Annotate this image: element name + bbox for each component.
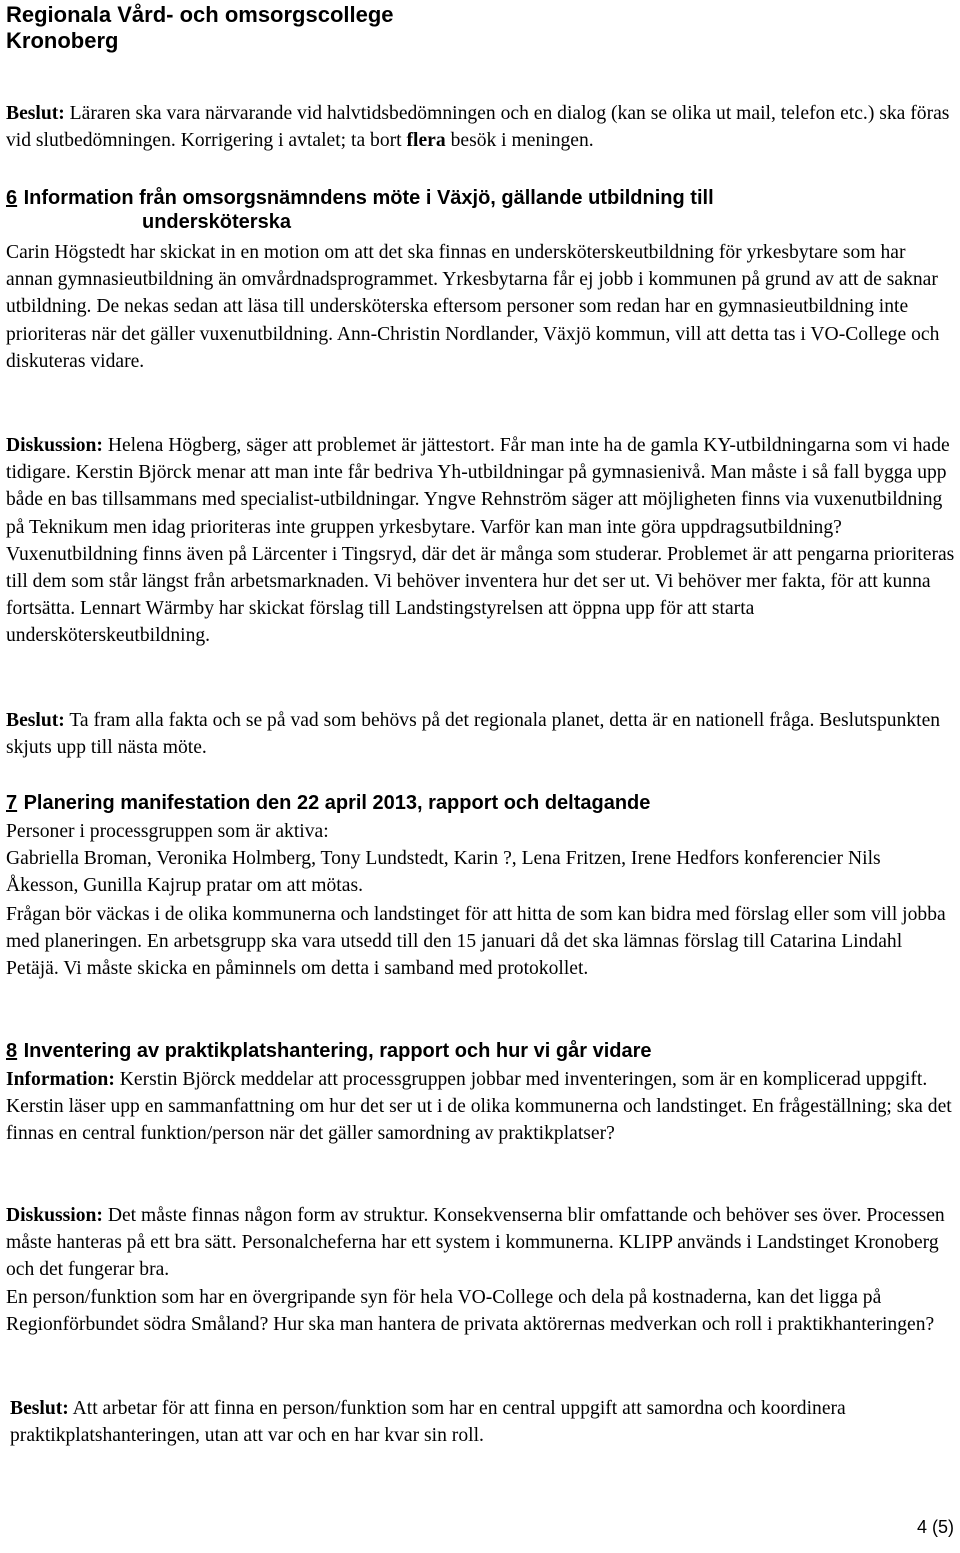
section-number: 6	[6, 187, 18, 209]
section-8-decision	[10, 1395, 956, 1449]
decision-text: Läraren ska vara närvarande vid halvtidsbedömningen och en dialog (kan se olika ut mail, telefon etc.) ska föras vid slutbedömningen. Korrigering i avtalet; ta bort	[6, 103, 950, 152]
section-8-discussion-cont: En person/funktion som har en övergripande syn för hela VO-College och dela på kostnaderna, kan det ligga på Regionförbundet södra Småland? Hur ska man hantera de privata aktörernas medverkan och roll i praktikhanteringen?	[6, 1287, 935, 1336]
section-7-line-1: Personer i processgruppen som är aktiva:	[6, 821, 329, 842]
header-line-1: Regionala Vård- och omsorgscollege	[6, 2, 394, 27]
section-title: Planering manifestation den 22 april 2013, rapport och deltagande	[23, 792, 651, 814]
emphasis-word: flera	[406, 130, 446, 152]
section-6-decision	[6, 707, 956, 761]
section-6-heading	[6, 186, 956, 234]
decision-text: Att arbetar för att finna en person/funktion som har en central uppgift att samordna och koordinera praktikplatshanteringen, utan att var och en har kvar sin roll.	[10, 1398, 846, 1447]
section-8-discussion	[6, 1202, 956, 1284]
discussion-label: Diskussion:	[6, 435, 103, 456]
section-8-heading	[6, 1039, 956, 1063]
section-7-participants: Gabriella Broman, Veronika Holmberg, Tony Lundstedt, Karin ?, Lena Fritzen, Irene Hedfors konferencier Nils Åkesson, Gunilla Kajrup pratar om att mötas.	[6, 848, 881, 897]
section-7-heading	[6, 791, 956, 815]
decision-text-end: besök i meningen.	[445, 130, 594, 152]
decision-paragraph	[6, 100, 956, 154]
section-title: Information från omsorgsnämndens möte i Växjö, gällande utbildning till	[23, 187, 714, 209]
section-6-body: Carin Högstedt har skickat in en motion om att det ska finnas en undersköterskeutbildning för yrkesbytare som har annan gymnasieutbildning än omvårdnadsprogrammet. Yrkesbytarna får ej jobb i kommunen på grund av att de saknar utbildning. De nekas sedan att läsa till undersköterska eftersom personer som redan har en gymnasieutbildning inte prioriteras när det gäller vuxenutbildning. Ann-Christin Nordlander, Växjö kommun, vill att detta tas i VO-College och diskuteras vidare.	[6, 242, 940, 372]
section-7-body: Frågan bör väckas i de olika kommunerna och landstinget för att hitta de som kan bidra med förslag eller som vill jobba med planeringen. En arbetsgrupp ska vara utsedd till den 15 januari då det ska lämnas förslag till Catarina Lindahl Petäjä. Vi måste skicka en påminnels om detta i samband med protokollet.	[6, 904, 946, 980]
discussion-text: Helena Högberg, säger att problemet är jättestort. Får man inte ha de gamla KY-utbildningarna som vi hade tidigare. Kerstin Björck menar att man inte får bedriva Yh-utbildningar på gymnasienivå. Man måste i så fall bygga upp både en bas tillsammans med specialist-utbildningar. Yngve Rehnström säger att möjligheten finns via vuxenutbildning på Teknikum men idag prioriteras inte gruppen yrkesbytare. Varför kan man inte göra uppdragsutbildning? Vuxenutbildning finns även på Lärcenter i Tingsryd, där det är många som studerar. Problemet är att pengarna prioriteras till dem som står längst från arbetsmarknaden. Vi behöver inventera hur det ser ut. Vi behöver mer fakta, för att kunna fortsätta. Lennart Wärmby har skickat förslag till Landstingstyrelsen att öppna upp för att starta undersköterskeutbildning.	[6, 435, 955, 647]
decision-label: Beslut:	[6, 710, 65, 731]
section-title-cont: undersköterska	[142, 211, 291, 233]
document-header	[6, 2, 394, 54]
page-number: 4 (5)	[916, 1517, 954, 1537]
header-line-2: Kronoberg	[6, 28, 119, 53]
section-title: Inventering av praktikplatshantering, rapport och hur vi går vidare	[23, 1040, 652, 1062]
decision-label: Beslut:	[6, 103, 65, 124]
section-number: 7	[6, 792, 18, 814]
information-label: Information:	[6, 1069, 115, 1090]
decision-label: Beslut:	[10, 1398, 69, 1419]
discussion-label: Diskussion:	[6, 1205, 103, 1226]
section-6-discussion	[6, 432, 956, 650]
section-8-information	[6, 1066, 956, 1148]
section-number: 8	[6, 1040, 18, 1062]
discussion-text: Det måste finnas någon form av struktur. Konsekvenserna blir omfattande och behöver ses över. Processen måste hanteras på ett bra sätt. Personalcheferna har ett system i kommunerna. KLIPP används i Landstinget Kronoberg och det fungerar bra.	[6, 1205, 945, 1281]
decision-text: Ta fram alla fakta och se på vad som behövs på det regionala planet, detta är en nationell fråga. Beslutspunkten skjuts upp till nästa möte.	[6, 710, 941, 759]
information-text: Kerstin Björck meddelar att processgruppen jobbar med inventeringen, som är en komplicerad uppgift. Kerstin läser upp en sammanfattning om hur det ser ut i de olika kommunerna och landstinget. En frågeställning; ska det finnas en central funktion/person när det gäller samordning av praktikplatser?	[6, 1069, 952, 1145]
